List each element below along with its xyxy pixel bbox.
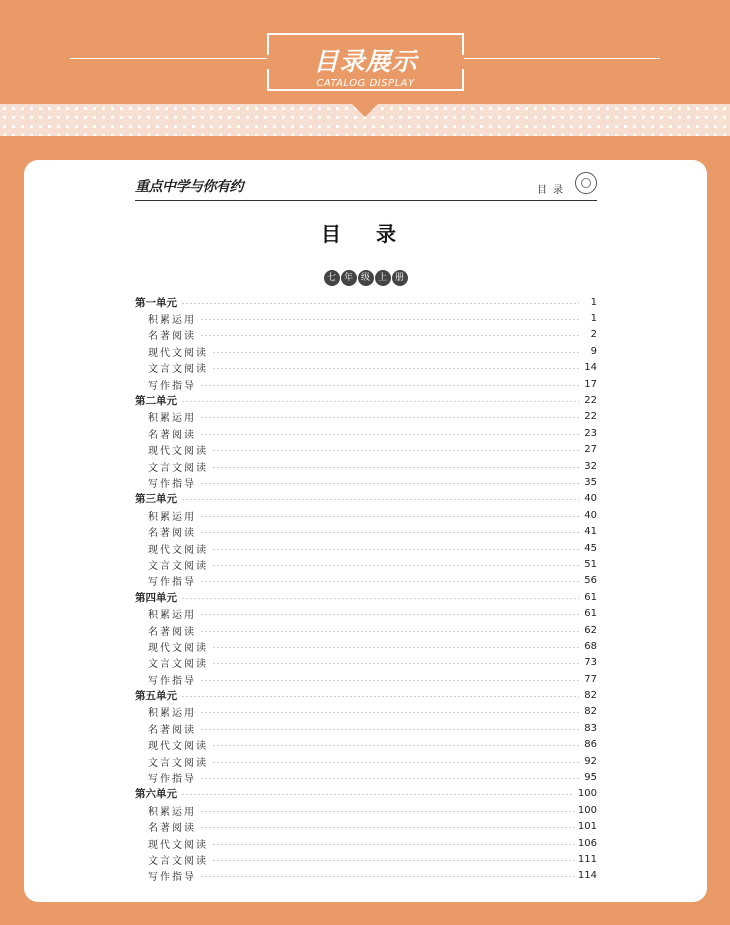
toc-label: 名著阅读 xyxy=(148,331,196,343)
volume-label xyxy=(315,268,416,290)
toc-label: 第二单元 xyxy=(135,395,177,408)
toc-entry-row[interactable] xyxy=(135,802,597,818)
toc-label: 名著阅读 xyxy=(148,626,196,638)
toc-unit-row[interactable] xyxy=(135,491,597,507)
toc-label: 积累运用 xyxy=(148,610,196,622)
toc-page-number: 82 xyxy=(584,706,597,718)
toc-label: 名著阅读 xyxy=(148,724,196,736)
dot-leader xyxy=(181,303,579,304)
banner-title: 目录展示 xyxy=(313,47,418,76)
toc-label: 现代文阅读 xyxy=(148,642,208,654)
toc-page-number: 22 xyxy=(584,395,597,407)
toc-page-number: 1 xyxy=(590,313,597,325)
toc-page-number: 32 xyxy=(584,460,597,472)
dot-leader xyxy=(200,778,579,779)
toc-unit-row[interactable] xyxy=(135,687,597,703)
dot-leader xyxy=(200,827,574,828)
toc-page-number: 86 xyxy=(584,739,597,751)
toc-unit-row[interactable] xyxy=(135,392,597,408)
toc-label: 写作指导 xyxy=(148,774,196,786)
dot-leader xyxy=(212,467,579,468)
dot-leader xyxy=(181,598,579,599)
toc-label: 积累运用 xyxy=(148,806,196,818)
dot-leader xyxy=(200,483,579,484)
toc-page-number: 114 xyxy=(577,870,597,882)
toc-page-number: 101 xyxy=(577,821,597,833)
dot-leader xyxy=(181,794,574,795)
toc-page-number: 62 xyxy=(584,624,597,636)
toc-page-number: 27 xyxy=(584,444,597,456)
toc-page-number: 35 xyxy=(584,476,597,488)
toc-page-number: 51 xyxy=(584,558,597,570)
toc-unit-row[interactable] xyxy=(135,589,597,605)
dot-leader xyxy=(200,434,579,435)
dot-leader xyxy=(212,860,574,861)
toc-entry-row[interactable] xyxy=(135,540,597,556)
toc-entry-row[interactable] xyxy=(135,704,597,720)
dot-leader xyxy=(212,844,574,845)
toc-label: 第四单元 xyxy=(135,591,177,604)
dot-leader xyxy=(212,368,579,369)
toc-label: 现代文阅读 xyxy=(148,446,208,458)
toc-entry-row[interactable] xyxy=(135,327,597,343)
toc-entry-row[interactable] xyxy=(135,310,597,326)
table-of-contents xyxy=(135,294,597,884)
toc-label: 积累运用 xyxy=(148,511,196,523)
dot-leader xyxy=(212,762,579,763)
seal-icon xyxy=(575,172,597,194)
toc-entry-row[interactable] xyxy=(135,409,597,425)
dot-leader xyxy=(200,712,579,713)
dot-leader xyxy=(200,680,579,681)
volume-char: 级 xyxy=(358,270,374,286)
toc-page-number: 68 xyxy=(584,640,597,652)
toc-label: 第一单元 xyxy=(135,296,177,309)
dot-leader xyxy=(200,319,579,320)
toc-page-number: 100 xyxy=(577,804,597,816)
toc-entry-row[interactable] xyxy=(135,442,597,458)
toc-page-number: 73 xyxy=(584,657,597,669)
dot-leader xyxy=(212,663,579,664)
dot-leader xyxy=(200,876,574,877)
toc-entry-row[interactable] xyxy=(135,638,597,654)
toc-entry-row[interactable] xyxy=(135,523,597,539)
dot-leader xyxy=(200,335,579,336)
toc-page-number: 61 xyxy=(584,608,597,620)
dot-leader xyxy=(200,385,579,386)
toc-label: 写作指导 xyxy=(148,380,196,392)
toc-label: 现代文阅读 xyxy=(148,347,208,359)
volume-char: 年 xyxy=(341,270,357,286)
toc-entry-row[interactable] xyxy=(135,376,597,392)
toc-page-number: 17 xyxy=(584,378,597,390)
toc-label: 现代文阅读 xyxy=(148,839,208,851)
toc-entry-row[interactable] xyxy=(135,851,597,867)
toc-label: 积累运用 xyxy=(148,315,196,327)
volume-char: 册 xyxy=(392,270,408,286)
dot-leader xyxy=(212,450,579,451)
toc-unit-row[interactable] xyxy=(135,786,597,802)
volume-char: 七 xyxy=(324,270,340,286)
toc-label: 现代文阅读 xyxy=(148,741,208,753)
toc-entry-row[interactable] xyxy=(135,835,597,851)
catalog-banner xyxy=(0,0,730,104)
toc-entry-row[interactable] xyxy=(135,737,597,753)
toc-page-number: 9 xyxy=(590,345,597,357)
toc-label: 文言文阅读 xyxy=(148,364,208,376)
toc-entry-row[interactable] xyxy=(135,573,597,589)
toc-entry-row[interactable] xyxy=(135,655,597,671)
toc-entry-row[interactable] xyxy=(135,671,597,687)
toc-page-number: 23 xyxy=(584,427,597,439)
toc-page-number: 106 xyxy=(577,837,597,849)
toc-label: 写作指导 xyxy=(148,577,196,589)
toc-label: 名著阅读 xyxy=(148,823,196,835)
toc-entry-row[interactable] xyxy=(135,819,597,835)
dot-leader xyxy=(200,532,579,533)
toc-page-number: 41 xyxy=(584,526,597,538)
toc-page-number: 40 xyxy=(584,509,597,521)
toc-page-number: 14 xyxy=(584,362,597,374)
toc-label: 写作指导 xyxy=(148,872,196,884)
dot-leader xyxy=(181,499,579,500)
toc-page-number: 77 xyxy=(584,673,597,685)
dot-leader xyxy=(212,745,579,746)
toc-page-number: 111 xyxy=(577,853,597,865)
toc-entry-row[interactable] xyxy=(135,360,597,376)
dot-leader xyxy=(212,647,579,648)
toc-page-number: 45 xyxy=(584,542,597,554)
toc-label: 积累运用 xyxy=(148,708,196,720)
section-label: 目录 xyxy=(537,185,569,196)
catalog-page xyxy=(24,160,707,902)
toc-label: 文言文阅读 xyxy=(148,560,208,572)
toc-entry-row[interactable] xyxy=(135,556,597,572)
toc-entry-row[interactable] xyxy=(135,343,597,359)
toc-page-number: 40 xyxy=(584,493,597,505)
toc-entry-row[interactable] xyxy=(135,769,597,785)
toc-label: 写作指导 xyxy=(148,478,196,490)
toc-entry-row[interactable] xyxy=(135,720,597,736)
toc-label: 第五单元 xyxy=(135,690,177,703)
toc-page-number: 22 xyxy=(584,411,597,423)
toc-entry-row[interactable] xyxy=(135,605,597,621)
dot-leader xyxy=(212,549,579,550)
toc-entry-row[interactable] xyxy=(135,425,597,441)
toc-label: 第六单元 xyxy=(135,788,177,801)
toc-entry-row[interactable] xyxy=(135,622,597,638)
toc-page-number: 61 xyxy=(584,591,597,603)
banner-line-left xyxy=(70,58,267,59)
dot-leader xyxy=(212,565,579,566)
dot-leader xyxy=(200,614,579,615)
toc-page-number: 82 xyxy=(584,690,597,702)
toc-label: 文言文阅读 xyxy=(148,462,208,474)
toc-entry-row[interactable] xyxy=(135,458,597,474)
toc-label: 写作指导 xyxy=(148,675,196,687)
toc-entry-row[interactable] xyxy=(135,474,597,490)
toc-entry-row[interactable] xyxy=(135,868,597,884)
toc-entry-row[interactable] xyxy=(135,507,597,523)
toc-label: 积累运用 xyxy=(148,413,196,425)
dot-leader xyxy=(200,417,579,418)
toc-page-number: 95 xyxy=(584,772,597,784)
toc-page-number: 92 xyxy=(584,755,597,767)
toc-page-number: 2 xyxy=(590,329,597,341)
dot-leader xyxy=(200,811,574,812)
toc-label: 现代文阅读 xyxy=(148,544,208,556)
toc-entry-row[interactable] xyxy=(135,753,597,769)
page-header xyxy=(135,174,597,201)
dot-leader xyxy=(212,352,579,353)
dot-leader xyxy=(181,696,579,697)
dot-leader xyxy=(181,401,579,402)
toc-label: 文言文阅读 xyxy=(148,659,208,671)
banner-notch xyxy=(352,104,378,117)
dot-leader xyxy=(200,581,579,582)
toc-unit-row[interactable] xyxy=(135,294,597,310)
page-title: 目 录 xyxy=(321,222,410,246)
dot-leader xyxy=(200,729,579,730)
banner-line-right xyxy=(464,58,660,59)
toc-label: 文言文阅读 xyxy=(148,855,208,867)
dot-leader xyxy=(200,516,579,517)
toc-label: 名著阅读 xyxy=(148,528,196,540)
toc-page-number: 100 xyxy=(577,788,597,800)
brand-title: 重点中学与你有约 xyxy=(135,179,243,195)
volume-char: 上 xyxy=(375,270,391,286)
toc-page-number: 83 xyxy=(584,722,597,734)
dot-leader xyxy=(200,631,579,632)
toc-page-number: 56 xyxy=(584,575,597,587)
toc-label: 第三单元 xyxy=(135,493,177,506)
toc-label: 文言文阅读 xyxy=(148,757,208,769)
toc-page-number: 1 xyxy=(590,296,597,308)
banner-subtitle: CATALOG DISPLAY xyxy=(316,78,415,89)
toc-label: 名著阅读 xyxy=(148,429,196,441)
